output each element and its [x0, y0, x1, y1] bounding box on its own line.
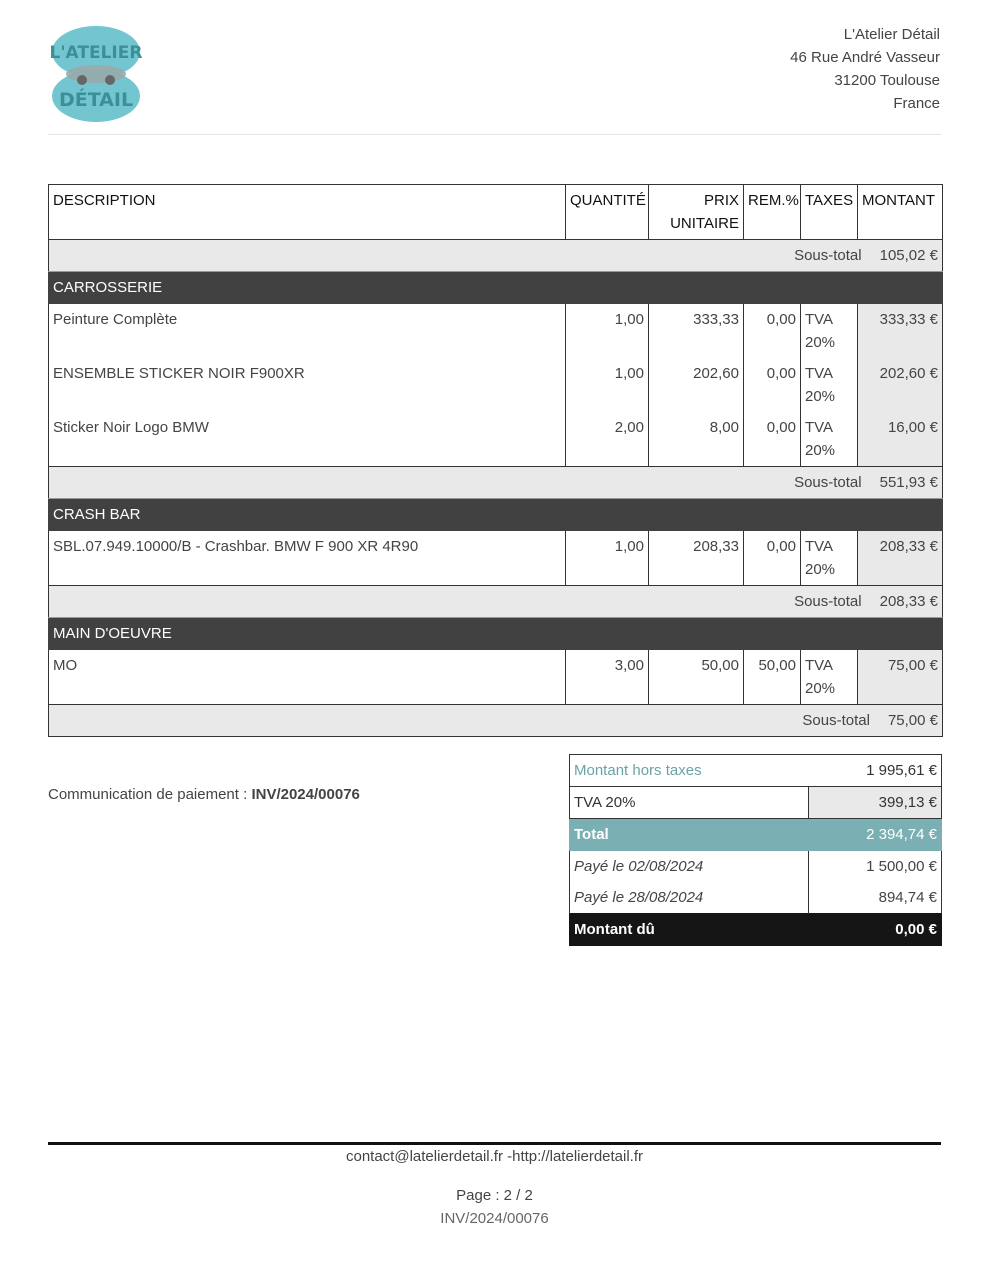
line-discount: 50,00 — [744, 650, 801, 705]
subtotal-value: 75,00 € — [887, 712, 938, 729]
line-tax: TVA 20% — [801, 358, 858, 412]
table-header-row — [49, 185, 943, 240]
header-divider — [48, 134, 941, 135]
line-description: SBL.07.949.10000/B - Crashbar. BMW F 900 XR 4R90 — [49, 531, 566, 586]
section-row — [49, 499, 943, 531]
line-tax: TVA 20% — [801, 531, 858, 586]
line-discount: 0,00 — [744, 358, 801, 412]
untaxed-label: Montant hors taxes — [570, 755, 809, 787]
col-amount-header: MONTANT — [858, 185, 943, 240]
line-amount: 16,00 € — [858, 412, 943, 467]
line-discount: 0,00 — [744, 531, 801, 586]
footer-divider — [48, 1142, 941, 1145]
line-unit-price: 202,60 — [649, 358, 744, 412]
line-amount: 202,60 € — [858, 358, 943, 412]
company-country: France — [893, 95, 940, 112]
payment-row — [570, 882, 942, 914]
line-amount: 75,00 € — [858, 650, 943, 705]
payment-reference: INV/2024/00076 — [251, 786, 360, 803]
table-row — [49, 531, 943, 586]
tva-label: TVA 20% — [570, 787, 809, 819]
line-discount: 0,00 — [744, 412, 801, 467]
section-row — [49, 618, 943, 650]
line-description: Peinture Complète — [49, 304, 566, 359]
line-quantity: 2,00 — [566, 412, 649, 467]
subtotal-row — [49, 705, 943, 737]
line-tax: TVA 20% — [801, 412, 858, 467]
subtotal-value: 208,33 € — [879, 593, 938, 610]
company-logo — [48, 22, 144, 126]
line-amount: 333,33 € — [858, 304, 943, 359]
total-value: 2 394,74 € — [809, 819, 942, 851]
line-tax: TVA 20% — [801, 304, 858, 359]
company-street: 46 Rue André Vasseur — [790, 49, 940, 66]
tva-value: 399,13 € — [809, 787, 942, 819]
logo-text-bottom: DÉTAIL — [58, 89, 134, 111]
subtotal-row — [49, 467, 943, 499]
amount-due-value: 0,00 € — [809, 914, 942, 946]
table-row — [49, 358, 943, 412]
section-title: CARROSSERIE — [49, 272, 943, 304]
table-row — [49, 304, 943, 359]
page-number: Page : 2 / 2 — [456, 1187, 533, 1204]
company-city: 31200 Toulouse — [834, 72, 940, 89]
line-description: ENSEMBLE STICKER NOIR F900XR — [49, 358, 566, 412]
col-discount-header: REM.% — [744, 185, 801, 240]
company-address — [790, 23, 940, 115]
invoice-lines-table — [48, 184, 943, 737]
section-title: MAIN D'OEUVRE — [49, 618, 943, 650]
payment-value: 1 500,00 € — [809, 851, 942, 883]
line-description: Sticker Noir Logo BMW — [49, 412, 566, 467]
subtotal-label: Sous-total — [794, 247, 862, 264]
payment-label: Payé le 02/08/2024 — [570, 851, 809, 883]
line-unit-price: 50,00 — [649, 650, 744, 705]
line-quantity: 1,00 — [566, 304, 649, 359]
line-description: MO — [49, 650, 566, 705]
logo-text-top: L'ATELIER — [49, 43, 143, 63]
payment-communication — [48, 786, 360, 803]
col-unit-price-header: PRIX UNITAIRE — [649, 185, 744, 240]
subtotal-row — [49, 586, 943, 618]
line-discount: 0,00 — [744, 304, 801, 359]
line-quantity: 1,00 — [566, 358, 649, 412]
payment-label: Payé le 28/08/2024 — [570, 882, 809, 914]
line-unit-price: 208,33 — [649, 531, 744, 586]
payment-row — [570, 851, 942, 883]
subtotal-value: 551,93 € — [879, 474, 938, 491]
amount-due-label: Montant dû — [570, 914, 809, 946]
table-row — [49, 412, 943, 467]
subtotal-value: 105,02 € — [879, 247, 938, 264]
line-tax: TVA 20% — [801, 650, 858, 705]
table-row — [49, 650, 943, 705]
col-description-header: DESCRIPTION — [49, 185, 566, 240]
footer-contact: contact@latelierdetail.fr -http://latelierdetail.fr — [345, 1148, 644, 1165]
line-unit-price: 333,33 — [649, 304, 744, 359]
col-quantity-header: QUANTITÉ — [566, 185, 649, 240]
untaxed-value: 1 995,61 € — [809, 755, 942, 787]
line-amount: 208,33 € — [858, 531, 943, 586]
section-row — [49, 272, 943, 304]
payment-communication-label: Communication de paiement : — [48, 786, 248, 803]
subtotal-label: Sous-total — [802, 712, 870, 729]
untaxed-row — [570, 755, 942, 787]
line-unit-price: 8,00 — [649, 412, 744, 467]
line-quantity: 1,00 — [566, 531, 649, 586]
payment-value: 894,74 € — [809, 882, 942, 914]
total-row — [570, 819, 942, 851]
section-title: CRASH BAR — [49, 499, 943, 531]
logo-graphic — [48, 22, 144, 126]
tva-row — [570, 787, 942, 819]
company-name: L'Atelier Détail — [843, 26, 940, 43]
subtotal-label: Sous-total — [794, 474, 862, 491]
line-quantity: 3,00 — [566, 650, 649, 705]
subtotal-row — [49, 240, 943, 272]
totals-table — [569, 754, 942, 946]
footer-reference: INV/2024/00076 — [440, 1210, 549, 1227]
total-label: Total — [570, 819, 809, 851]
amount-due-row — [570, 914, 942, 946]
col-taxes-header: TAXES — [801, 185, 858, 240]
subtotal-label: Sous-total — [794, 593, 862, 610]
